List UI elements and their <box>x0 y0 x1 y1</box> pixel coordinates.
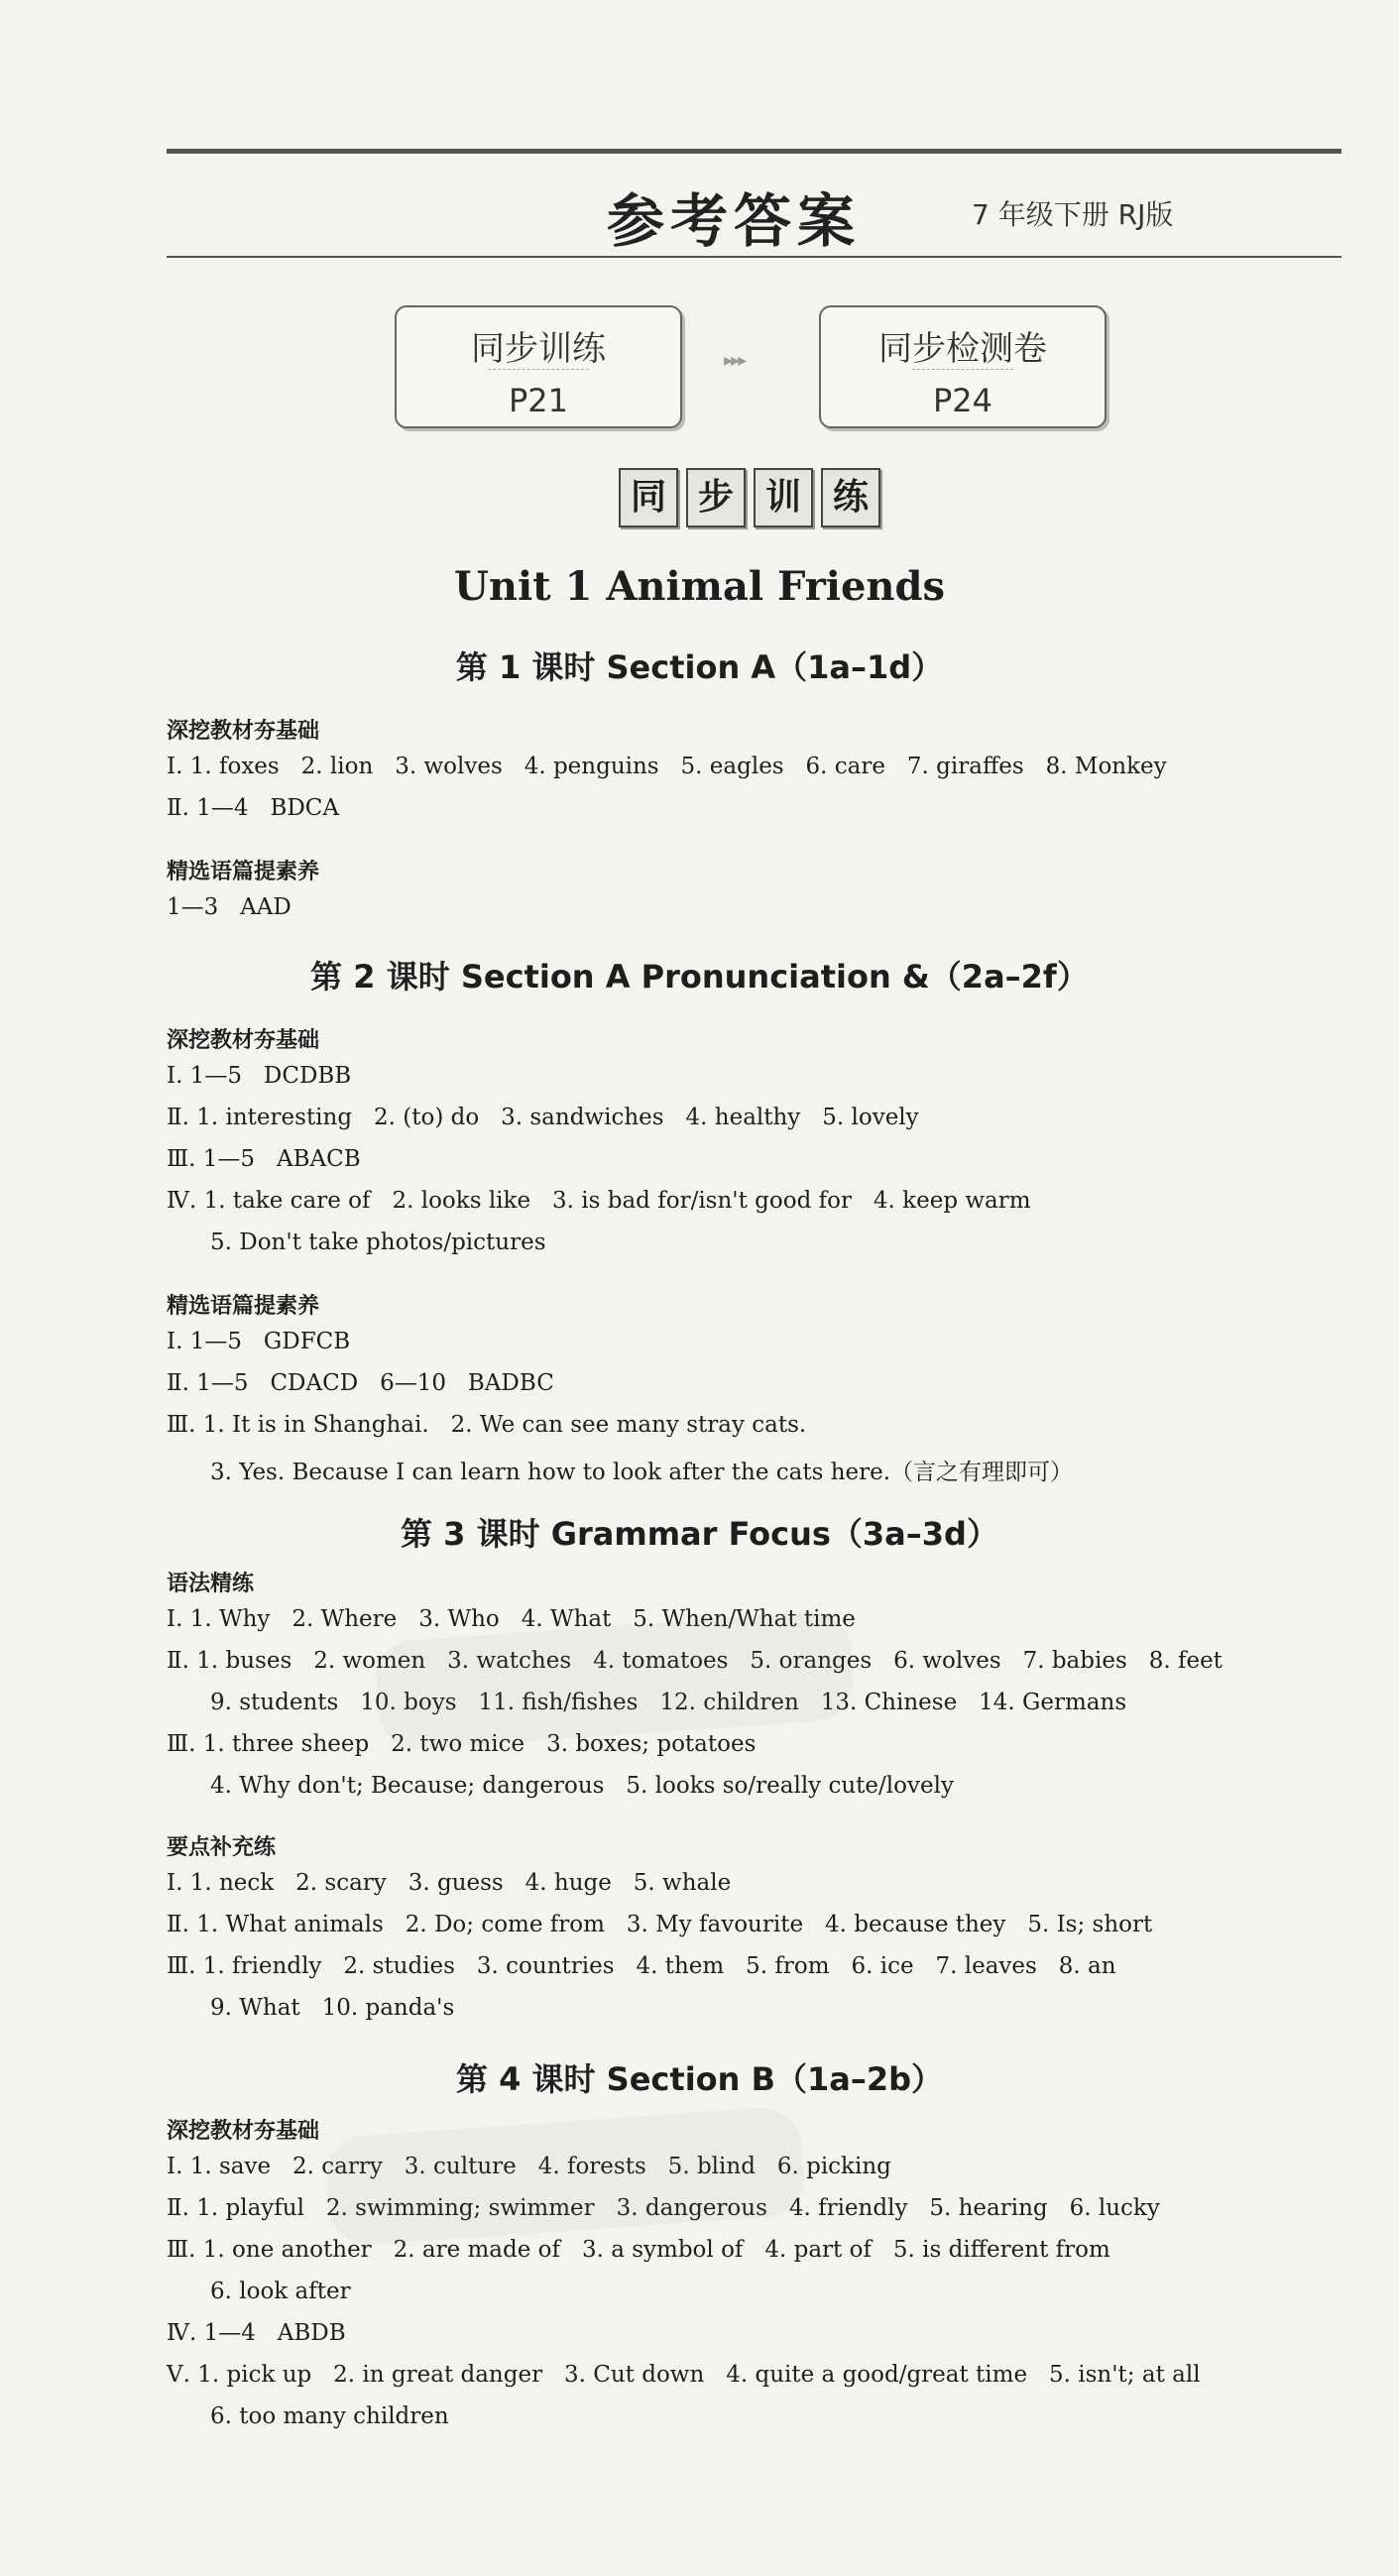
part-heading: 精选语篇提素养 <box>167 1294 320 1319</box>
answer-line: 5. Don't take photos/pictures <box>210 1229 546 1255</box>
badge-char: 练 <box>821 468 880 527</box>
grade-label: 7 年级下册 RJ版 <box>972 198 1174 231</box>
answer-line: 4. Why don't; Because; dangerous 5. looks so/really cute/lovely <box>210 1773 954 1799</box>
answer-line: Ⅱ. 1. What animals 2. Do; come from 3. My favourite 4. because they 5. Is; short <box>167 1912 1153 1937</box>
nav-title: 同步检测卷 <box>878 329 1047 369</box>
answer-line: 1—3 AAD <box>167 894 291 920</box>
answer-line: Ⅲ. 1. three sheep 2. two mice 3. boxes; potatoes <box>167 1731 757 1757</box>
answer-line: Ⅱ. 1—5 CDACD 6—10 BADBC <box>167 1370 554 1396</box>
arrow-right-icon: ▸▸▸ <box>724 350 746 371</box>
answer-line: Ⅱ. 1. interesting 2. (to) do 3. sandwiches 4. healthy 5. lovely <box>167 1105 919 1130</box>
part-heading: 要点补充练 <box>167 1835 277 1860</box>
answer-line: Ⅴ. 1. pick up 2. in great danger 3. Cut down 4. quite a good/great time 5. isn't; at all <box>167 2362 1201 2388</box>
part-heading: 深挖教材夯基础 <box>167 2119 320 2144</box>
answer-line: Ⅰ. 1. neck 2. scary 3. guess 4. huge 5. whale <box>167 1870 732 1896</box>
part-heading: 精选语篇提素养 <box>167 860 320 884</box>
watermark-graphic <box>324 2105 807 2247</box>
answer-line: Ⅲ. 1. It is in Shanghai. 2. We can see many stray cats. <box>167 1412 807 1438</box>
page-title: 参考答案 <box>607 187 862 255</box>
nav-box-sync-test[interactable] <box>819 305 1107 428</box>
lesson-title: 第 1 课时 Section A（1a–1d） <box>455 648 944 686</box>
part-heading: 深挖教材夯基础 <box>167 719 320 744</box>
answer-line: Ⅰ. 1—5 DCDBB <box>167 1063 352 1089</box>
lesson-title: 第 2 课时 Section A Pronunciation &（2a–2f） <box>310 958 1089 995</box>
answer-line: Ⅳ. 1. take care of 2. looks like 3. is bad for/isn't good for 4. keep warm <box>167 1188 1031 1214</box>
answer-line: Ⅲ. 1—5 ABACB <box>167 1146 361 1172</box>
answer-line: 6. too many children <box>210 2403 449 2429</box>
top-rule <box>167 149 1341 154</box>
lesson-title: 第 3 课时 Grammar Focus（3a–3d） <box>401 1515 998 1553</box>
answer-line: Ⅰ. 1. save 2. carry 3. culture 4. forests 5. blind 6. picking <box>167 2154 891 2179</box>
nav-page: P24 <box>932 382 992 419</box>
answer-line: Ⅰ. 1. foxes 2. lion 3. wolves 4. penguins 5. eagles 6. care 7. giraffes 8. Monkey <box>167 754 1167 779</box>
nav-box-sync-training[interactable] <box>395 305 682 428</box>
answer-line: 6. look after <box>210 2279 351 2304</box>
answer-line: Ⅳ. 1—4 ABDB <box>167 2320 346 2346</box>
answer-line: Ⅰ. 1. Why 2. Where 3. Who 4. What 5. When/What time <box>167 1606 856 1632</box>
answer-line: Ⅲ. 1. friendly 2. studies 3. countries 4. them 5. from 6. ice 7. leaves 8. an <box>167 1953 1116 1979</box>
answer-line: Ⅱ. 1. playful 2. swimming; swimmer 3. dangerous 4. friendly 5. hearing 6. lucky <box>167 2195 1160 2221</box>
badge-char: 步 <box>686 468 746 527</box>
answer-line: Ⅱ. 1. buses 2. women 3. watches 4. tomatoes 5. oranges 6. wolves 7. babies 8. feet <box>167 1648 1223 1674</box>
header-divider <box>167 256 1341 258</box>
nav-page: P21 <box>508 382 568 419</box>
answer-line: 9. students 10. boys 11. fish/fishes 12. children 13. Chinese 14. Germans <box>210 1690 1127 1715</box>
answer-line: 9. What 10. panda's <box>210 1995 455 2021</box>
answer-line: Ⅱ. 1—4 BDCA <box>167 795 340 821</box>
badge-char: 训 <box>754 468 813 527</box>
badge-char: 同 <box>619 468 678 527</box>
answer-line: Ⅰ. 1—5 GDFCB <box>167 1329 351 1354</box>
part-heading: 语法精练 <box>167 1572 255 1596</box>
part-heading: 深挖教材夯基础 <box>167 1028 320 1053</box>
unit-title: Unit 1 Animal Friends <box>454 563 945 610</box>
section-badge <box>619 468 880 527</box>
lesson-title: 第 4 课时 Section B（1a–2b） <box>455 2060 943 2098</box>
answer-line: 3. Yes. Because I can learn how to look after the cats here.（言之有理即可） <box>210 1460 1074 1485</box>
answer-line: Ⅲ. 1. one another 2. are made of 3. a symbol of 4. part of 5. is different from <box>167 2237 1110 2263</box>
nav-title: 同步训练 <box>471 329 606 369</box>
